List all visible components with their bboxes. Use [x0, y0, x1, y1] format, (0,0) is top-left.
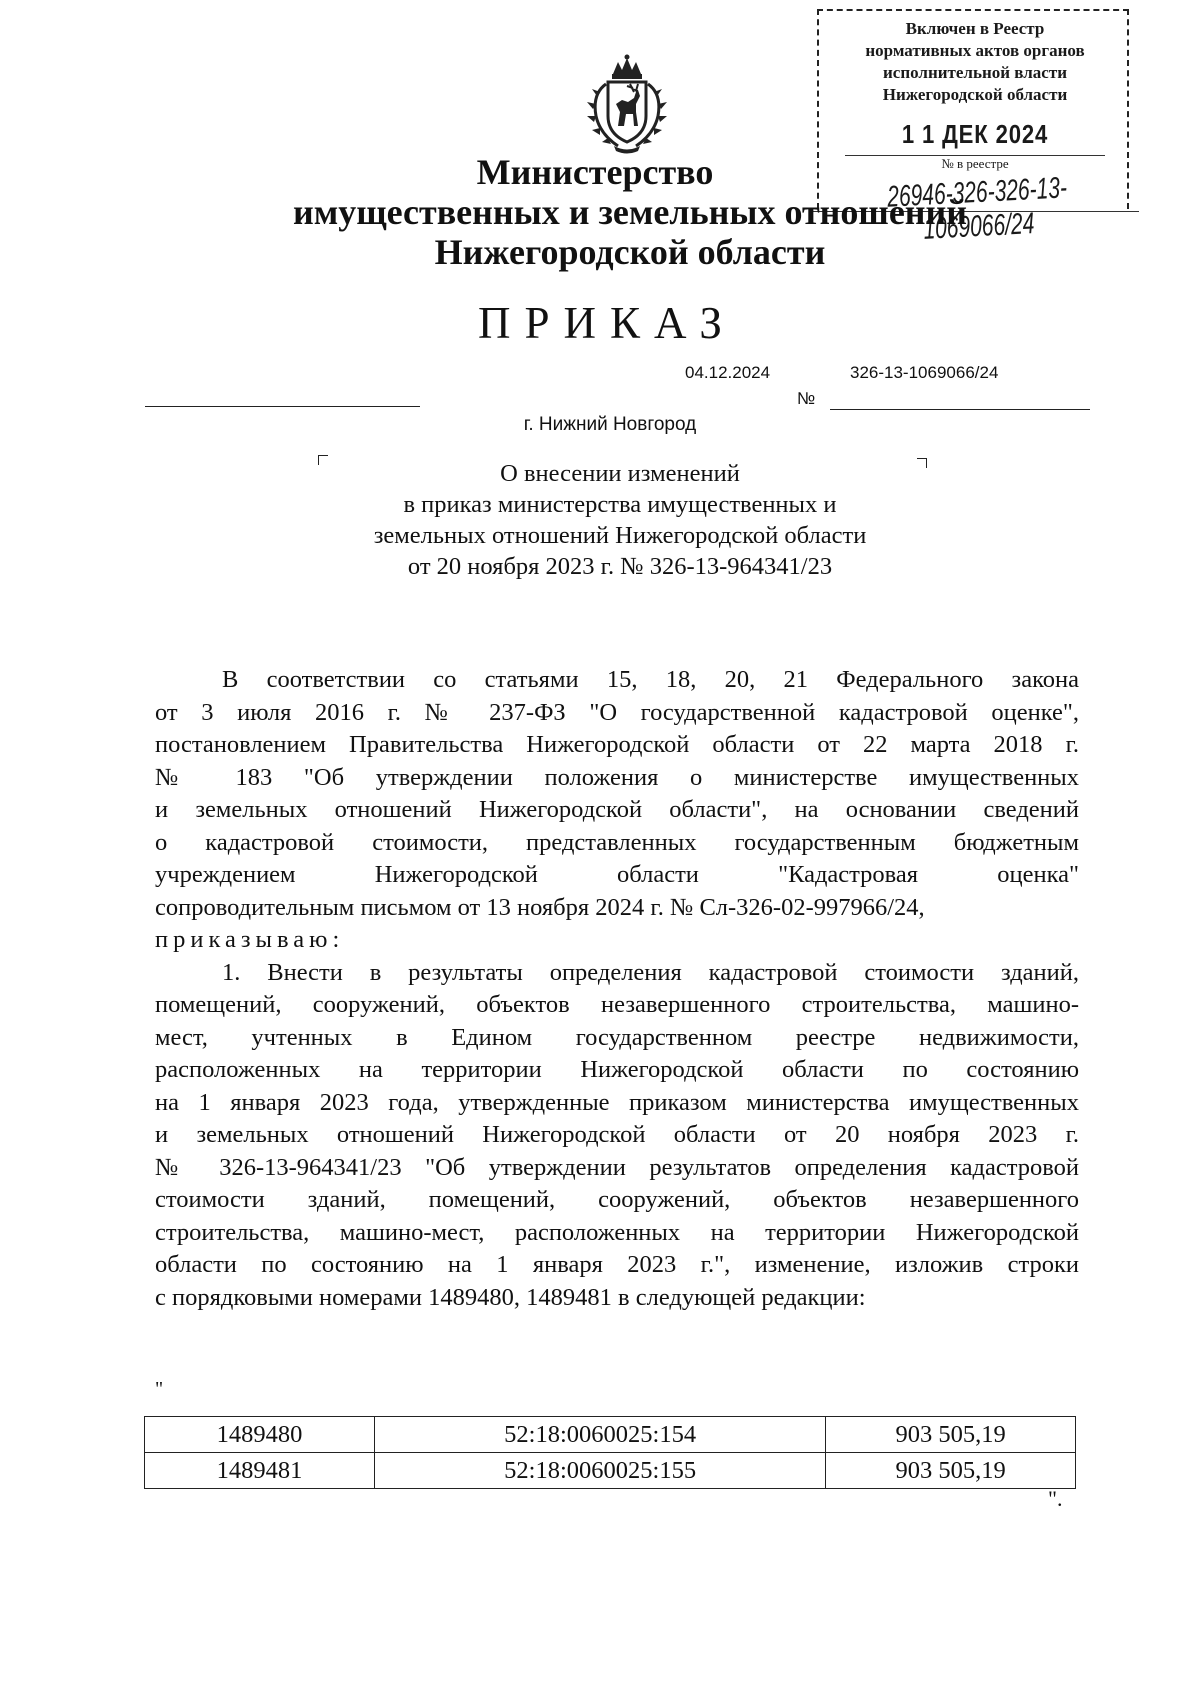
table-row	[145, 1453, 1076, 1489]
number-underline	[830, 409, 1090, 410]
document-type-title: ПРИКАЗ	[478, 298, 736, 348]
text-line: 1. Внести в результаты определения кадастровой стоимости зданий,	[222, 958, 1079, 986]
document-body	[155, 664, 1079, 1314]
order-subject	[300, 458, 940, 582]
text-line: о кадастровой стоимости, представленных государственным бюджетным	[155, 828, 1079, 856]
stamp-line: исполнительной власти	[883, 63, 1067, 82]
ministry-name-line: Министерство	[476, 152, 714, 192]
text-line: строительства, машино-мест, расположенных на территории Нижегородской	[155, 1218, 1079, 1246]
subject-line: в приказ министерства имущественных и	[403, 491, 837, 518]
stamp-number-label: № в реестре	[941, 156, 1009, 171]
text-line: помещений, сооружений, объектов незавершенного строительства, машино-	[155, 991, 1079, 1018]
preamble-paragraph	[155, 664, 1079, 924]
item-1-paragraph	[155, 957, 1079, 1315]
cadastral-value-cell: 903 505,19	[826, 1453, 1076, 1489]
stamp-line: Включен в Реестр	[905, 19, 1045, 38]
row-number-cell: 1489481	[145, 1453, 375, 1489]
text-line: № 183 "Об утверждении положения о министерстве имущественных	[155, 763, 1079, 791]
stamp-line: нормативных актов органов	[865, 41, 1085, 60]
ministry-name-line: имущественных и земельных отношений	[292, 192, 968, 232]
opening-quote: "	[155, 1378, 164, 1400]
subject-line: О внесении изменений	[500, 460, 740, 487]
ministry-name-line: Нижегородской области	[434, 232, 826, 272]
text-line: учреждением Нижегородской области "Кадастровая оценка"	[155, 861, 1079, 888]
cadastral-value-table	[144, 1416, 1076, 1489]
cadastral-value-cell: 903 505,19	[826, 1417, 1076, 1453]
text-line: на 1 января 2023 года, утвержденные приказом министерства имущественных	[155, 1088, 1079, 1116]
stamp-registry-number: 26946-326-326-13-1069066/24	[886, 171, 1068, 246]
text-line: расположенных на территории Нижегородской области по состоянию	[155, 1056, 1079, 1083]
stamp-date: 1 1 ДЕК 2024	[901, 119, 1049, 149]
nizhny-novgorod-coat-of-arms-icon	[578, 54, 676, 154]
text-line: сопроводительным письмом от 13 ноября 2024 г. № Сл-326-02-997966/24,	[155, 893, 925, 921]
cadastral-number-cell: 52:18:0060025:155	[375, 1453, 826, 1489]
stamp-line: Нижегородской области	[882, 85, 1068, 104]
text-line: и земельных отношений Нижегородской области", на основании сведений	[155, 796, 1079, 823]
cadastral-number-cell: 52:18:0060025:154	[375, 1417, 826, 1453]
subject-line: земельных отношений Нижегородской области	[373, 522, 867, 549]
closing-quote: ".	[1048, 1486, 1063, 1511]
number-sign: №	[797, 389, 816, 408]
text-line: и земельных отношений Нижегородской области от 20 ноября 2023 г.	[155, 1121, 1079, 1148]
text-line: с порядковыми номерами 1489480, 1489481 в следующей редакции:	[155, 1283, 866, 1311]
order-word: приказываю:	[155, 926, 345, 953]
date-underline	[145, 406, 420, 407]
row-number-cell: 1489480	[145, 1417, 375, 1453]
text-line: мест, учтенных в Едином государственном реестре недвижимости,	[155, 1023, 1079, 1051]
subject-line: от 20 ноября 2023 г. № 326-13-964341/23	[407, 553, 833, 580]
text-line: № 326-13-964341/23 "Об утверждении результатов определения кадастровой	[155, 1153, 1079, 1181]
ministry-name	[260, 152, 1000, 272]
text-line: В соответствии со статьями 15, 18, 20, 21 Федерального закона	[222, 666, 1079, 693]
order-date: 04.12.2024	[685, 363, 771, 382]
text-line: от 3 июля 2016 г. № 237-ФЗ "О государственной кадастровой оценке",	[155, 698, 1079, 726]
table-row	[145, 1417, 1076, 1453]
text-line: стоимости зданий, помещений, сооружений, объектов незавершенного	[155, 1186, 1079, 1213]
text-line: постановлением Правительства Нижегородской области от 22 марта 2018 г.	[155, 731, 1079, 758]
issue-city: г. Нижний Новгород	[523, 414, 697, 435]
order-number: 326-13-1069066/24	[850, 363, 999, 382]
text-line: области по состоянию на 1 января 2023 г.", изменение, изложив строки	[155, 1251, 1079, 1278]
